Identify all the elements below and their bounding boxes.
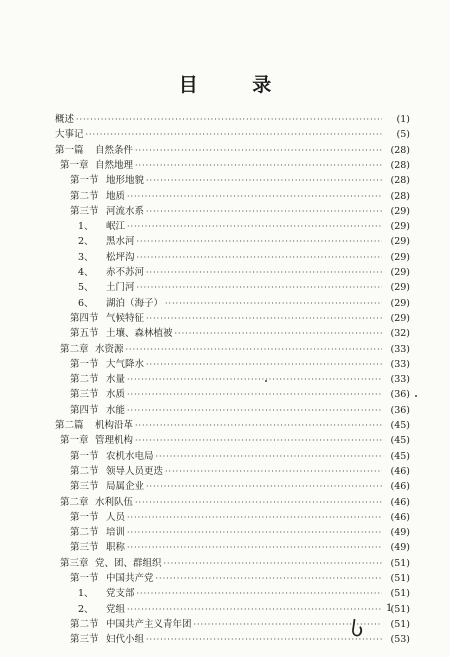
toc-entry-title: 党组 [106,603,126,615]
toc-entry-number: 第三节 [70,481,99,493]
toc-entry [60,434,410,448]
dot-leader [127,603,382,617]
toc-entry-title: 赤不苏河 [106,267,145,278]
toc-entry-page: (28) [390,144,410,156]
toc-entry [78,587,410,601]
toc-entry-page: (33) [390,374,410,386]
toc-entry-title: 机构沿革 [95,420,134,431]
toc-entry-page: (51) [390,557,410,569]
dot-leader [156,450,382,464]
toc-entry-number: 1、 [78,588,94,600]
toc-entry-number: 第二篇 [55,420,84,431]
toc-entry-title: 人员 [106,511,126,523]
toc-entry-page: (29) [390,236,410,248]
dot-leader [146,312,382,326]
dot-leader [165,465,382,479]
toc-entry-page: (28) [390,159,410,171]
toc-entry-number: 第三章 [60,557,89,569]
toc-entry [70,373,410,387]
toc-entry-title: 妇代小组 [106,634,145,646]
toc-entry [70,174,410,188]
toc-entry-page: (28) [390,175,410,187]
dot-leader [135,144,382,158]
toc-entry-title: 自然条件 [95,144,134,156]
toc-entry [60,343,410,357]
toc-entry-title: 地形地貌 [106,175,145,187]
toc-entry [70,526,410,540]
toc-entry-title: 概述 [55,114,75,125]
toc-entry-page: (29) [390,282,410,294]
toc-entry-page: (51) [390,573,410,584]
toc-entry [70,480,410,494]
toc-entry-number: 6、 [78,297,94,309]
toc-entry-page: (51) [390,618,410,630]
dot-leader [146,174,382,188]
toc-entry [60,557,410,571]
toc-entry-page: (1) [396,114,410,125]
toc-entry [60,496,410,510]
toc-entry-title: 土壤、森林植被 [106,328,173,340]
dot-leader [137,281,382,295]
toc-entry-number: 第三节 [70,634,99,646]
toc-entry [70,190,410,204]
toc-entry-number: 5、 [78,282,94,294]
toc-entry-page: (45) [390,420,410,431]
toc-entry-number: 第三节 [70,389,99,401]
toc-entry [70,572,410,586]
toc-entry [70,541,410,555]
toc-entry [55,113,410,127]
toc-entry-title: 水质 [106,389,126,401]
toc-entry-page: (29) [390,312,410,324]
toc-entry-number: 第一节 [70,573,99,584]
dot-leader [165,297,382,311]
toc-entry-page: (51) [390,588,410,600]
toc-entry-number: 2、 [78,603,94,615]
toc-entry-title: 水利队伍 [95,496,134,508]
toc-entry [60,159,410,173]
toc-entry-title: 地质 [106,190,126,202]
toc-entry [70,358,410,372]
toc-entry-page: (51) [390,603,410,615]
toc-entry-title: 管理机构 [95,435,134,447]
toc-entry-number: 第一节 [70,450,99,462]
toc-entry [70,404,410,418]
toc-entry-number: 第二节 [70,374,99,386]
toc-entry [78,235,410,249]
toc-entry-title: 气候特征 [106,312,145,324]
dot-leader [135,159,382,173]
dot-leader [146,358,382,372]
page-title: 目 录 [178,74,296,96]
toc-entry-number: 第二节 [70,527,99,539]
toc-entry-page: (33) [390,343,410,355]
toc-entry-page: (29) [390,267,410,278]
toc-entry-number: 第二节 [70,190,99,202]
toc-entry-title: 领导人员更迭 [106,465,164,477]
toc-entry-title: 湖泊（海子） [106,297,164,309]
dot-leader [127,220,382,234]
dot-leader [127,511,382,525]
toc-entry-number: 第一节 [70,511,99,523]
dot-leader [164,557,382,571]
toc-entry-number: 第一章 [60,159,89,171]
dot-leader [146,633,382,647]
toc-entry-page: (29) [390,251,410,263]
toc-entry-page: (28) [390,190,410,202]
toc-entry-page: (29) [390,221,410,233]
toc-entry-title: 大气降水 [106,358,145,370]
toc-entry-number: 第三节 [70,205,99,217]
toc-entry [78,603,410,617]
toc-entry-number: 第五节 [70,328,99,340]
toc-entry-title: 松坪沟 [106,251,135,263]
toc-entry-page: (29) [390,297,410,309]
toc-entry-page: (49) [390,527,410,539]
dot-leader [175,327,382,341]
toc-entry-number: 第三节 [70,542,99,554]
dot-leader [146,480,382,494]
toc-entry-title: 河流水系 [106,205,145,217]
dot-leader [137,235,382,249]
dot-leader [76,113,382,127]
toc-entry [70,465,410,479]
dot-leader [146,205,382,219]
toc-entry [70,388,410,402]
toc-entry [70,312,410,326]
toc-entry-title: 局属企业 [106,481,145,493]
toc-entry-page: (49) [390,542,410,554]
toc-entry-page: (5) [396,129,410,141]
dot-leader [137,251,382,265]
toc-entry-title: 党、团、群组织 [95,557,162,569]
dot-leader [137,587,382,601]
dot-leader [127,190,382,204]
dot-leader [156,572,382,586]
toc-entry-title: 职称 [106,542,126,554]
toc-entry-page: (46) [390,496,410,508]
toc-entry-title: 岷江 [106,221,126,233]
toc-entry-page: (45) [390,450,410,462]
toc-entry-page: (46) [390,511,410,523]
toc-entry-page: (53) [390,634,410,646]
dot-leader [86,128,382,142]
toc-entry-title: 大事记 [55,129,84,141]
toc-entry-title: 党支部 [106,588,135,600]
toc-entry-title: 水量 [106,374,126,386]
toc-entry-number: 第二章 [60,343,89,355]
dot-leader [127,541,382,555]
toc-entry-title: 自然地理 [95,159,134,171]
scan-speck [415,395,417,397]
dot-leader [127,404,382,418]
toc-entry-page: (36) [390,389,410,401]
toc-entry-number: 第一篇 [55,144,84,156]
toc-entry-number: 2、 [78,236,94,248]
dot-leader [146,266,382,280]
toc-entry-number: 第一章 [60,435,89,447]
toc-entry-number: 第二节 [70,618,99,630]
toc-entry-title: 黑水河 [106,236,135,248]
toc-entry-number: 第一节 [70,175,99,187]
toc-entry-page: (46) [390,481,410,493]
toc-entry-page: (29) [390,205,410,217]
dot-leader [127,388,382,402]
toc-entry-page: (45) [390,435,410,447]
toc-entry [55,144,410,158]
page-number: 1 [386,603,393,614]
toc-entry-title: 中国共产主义青年团 [106,618,192,630]
toc-entry-page: (46) [390,465,410,477]
dot-leader [135,419,382,433]
dot-leader [135,434,382,448]
toc-entry-number: 第四节 [70,404,99,416]
dot-leader [127,526,382,540]
toc-entry-number: 1、 [78,221,94,233]
toc-entry [55,419,410,433]
dot-leader [127,373,382,387]
toc-entry-number: 第二章 [60,496,89,508]
toc-entry-page: (36) [390,404,410,416]
toc-entry [78,281,410,295]
toc-entry [78,266,410,280]
toc-entry [78,297,410,311]
toc-entry [78,220,410,234]
toc-entry [55,128,410,142]
toc-entry-page: (32) [390,328,410,340]
scan-speck [265,380,267,382]
dot-leader [126,343,382,357]
toc-entry-title: 中国共产党 [106,573,154,584]
toc-entry-number: 第一节 [70,358,99,370]
toc-entry [70,450,410,464]
toc-entry-page: (33) [390,358,410,370]
handwritten-mark: Ⴑ [349,616,366,642]
toc-entry-title: 土门河 [106,282,135,294]
toc-entry-title: 农机水电局 [106,450,154,462]
toc-entry [70,327,410,341]
toc-entry [70,511,410,525]
toc-entry [78,251,410,265]
toc-entry [70,205,410,219]
toc-entry-number: 第四节 [70,312,99,324]
toc-entry-number: 3、 [78,251,94,263]
toc-entry-title: 培训 [106,527,126,539]
toc-entry-title: 水能 [106,404,126,416]
toc-entry-number: 第二节 [70,465,99,477]
toc-entry-number: 4、 [78,267,94,278]
dot-leader [135,496,382,510]
toc-entry-title: 水资源 [95,343,124,355]
